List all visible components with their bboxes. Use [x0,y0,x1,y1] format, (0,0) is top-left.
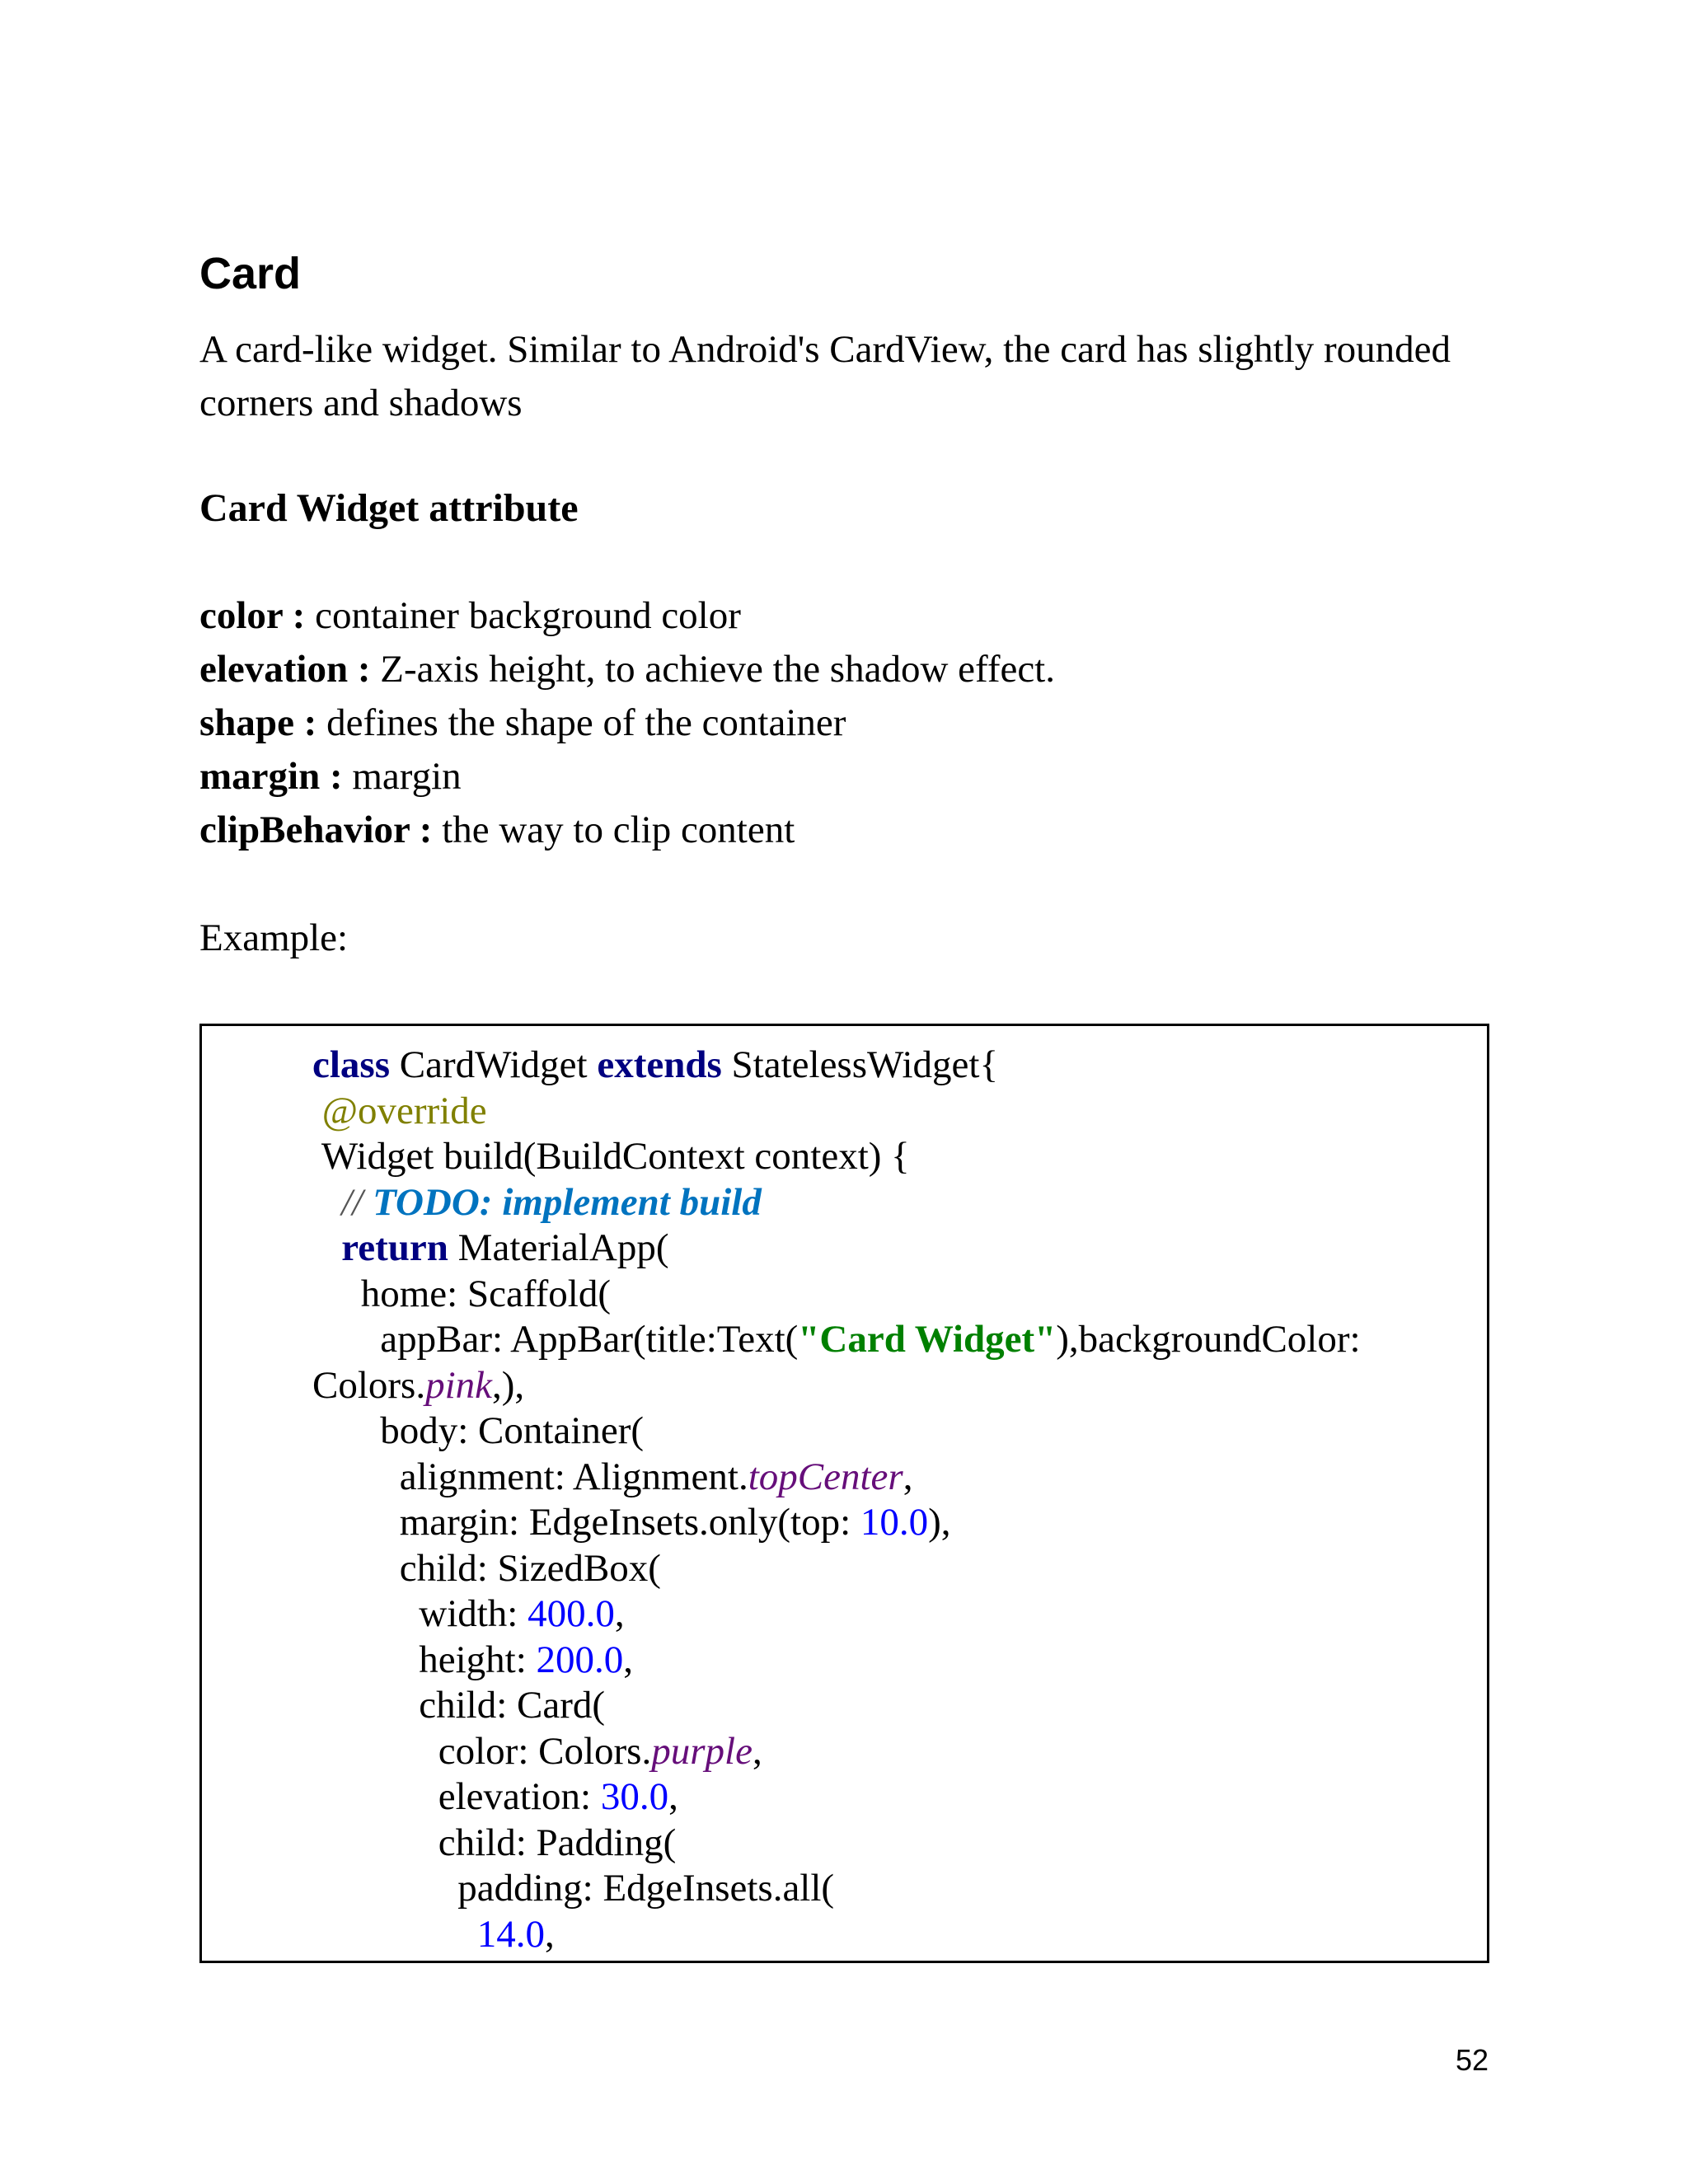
attribute-item [199,589,1055,643]
code-constant: purple [651,1729,753,1773]
code-text: home: Scaffold( [360,1272,612,1315]
attribute-name: elevation : [199,648,371,691]
code-text: width: [419,1592,528,1635]
code-text: ), [928,1501,951,1544]
attribute-description: Z-axis height, to achieve the shadow effect. [370,648,1055,691]
code-text: , [545,1912,555,1956]
code-line [312,1638,1361,1684]
attribute-description: margin [342,755,462,798]
code-line [312,1226,1361,1272]
code-text: StatelessWidget{ [721,1043,999,1086]
code-line [312,1180,1361,1226]
code-comment-marker: // [341,1180,373,1224]
code-number: 200.0 [536,1638,624,1681]
attribute-item [199,750,1055,804]
section-title: Card [199,249,302,298]
code-annotation: @override [321,1089,487,1132]
code-text: ),backgroundColor: [1056,1318,1361,1361]
code-text: child: Card( [419,1684,606,1727]
code-text: , [752,1729,762,1773]
code-line [312,1912,1361,1958]
section-description: A card-like widget. Similar to Android's CardView, the card has slightly rounded corners and shadows [199,328,1451,424]
code-text: body: Container( [380,1409,645,1452]
attribute-description: defines the shape of the container [316,701,846,744]
code-line [312,1317,1361,1363]
code-line [312,1821,1361,1867]
code-line [312,1500,1361,1546]
code-number: 30.0 [600,1775,669,1818]
code-example-box [199,1024,1489,1963]
code-keyword: extends [597,1043,722,1086]
code-text: , [614,1592,625,1635]
code-text: , [668,1775,678,1818]
attribute-name: color : [199,594,306,637]
attributes-title: Card Widget attribute [199,486,579,530]
attribute-name: shape : [199,701,317,744]
code-number: 14.0 [476,1912,545,1956]
code-text: ,), [492,1363,525,1407]
code-line [312,1729,1361,1775]
attribute-list [199,589,1055,857]
code-line [312,1774,1361,1821]
code-string: "Card Widget" [798,1318,1057,1361]
code-line [312,1272,1361,1318]
code-keyword: return [341,1226,448,1269]
attribute-description: the way to clip content [432,808,795,851]
code-text: child: SizedBox( [399,1546,661,1590]
code-text: height: [419,1638,537,1681]
code-text: child: Padding( [438,1821,677,1864]
code-text: appBar: AppBar(title:Text( [380,1318,799,1361]
code-comment: TODO: implement build [373,1180,762,1224]
code-text: elevation: [438,1775,601,1818]
code-text: padding: EdgeInsets.all( [457,1867,835,1910]
code-line [312,1455,1361,1501]
code-text: Widget build(BuildContext context) { [321,1135,910,1178]
code-line [312,1591,1361,1638]
code-constant: topCenter [748,1455,903,1498]
code-text: margin: EdgeInsets.only(top: [399,1501,860,1544]
code-text: , [903,1455,913,1498]
attribute-name: clipBehavior : [199,808,433,851]
code-keyword: class [312,1043,390,1086]
example-label: Example: [199,916,349,959]
attribute-item [199,643,1055,696]
code-text: CardWidget [390,1043,598,1086]
attribute-name: margin : [199,755,343,798]
code-line [312,1408,1361,1455]
code-text: MaterialApp( [448,1226,669,1269]
attribute-description: container background color [305,594,741,637]
code-line [312,1363,1361,1409]
code-number: 400.0 [528,1592,615,1635]
code-text: Colors. [312,1363,426,1407]
code-line [312,1683,1361,1729]
page-number: 52 [1455,2043,1489,2077]
code-line [312,1546,1361,1592]
code-block [312,1043,1361,1957]
code-text: alignment: Alignment. [399,1455,748,1498]
code-line [312,1043,1361,1089]
code-text: color: Colors. [438,1729,652,1773]
attribute-item [199,696,1055,750]
code-text: , [623,1638,634,1681]
code-line [312,1866,1361,1912]
code-number: 10.0 [860,1501,929,1544]
code-line [312,1089,1361,1135]
attribute-item [199,804,1055,857]
code-line [312,1134,1361,1180]
code-constant: pink [425,1363,493,1407]
